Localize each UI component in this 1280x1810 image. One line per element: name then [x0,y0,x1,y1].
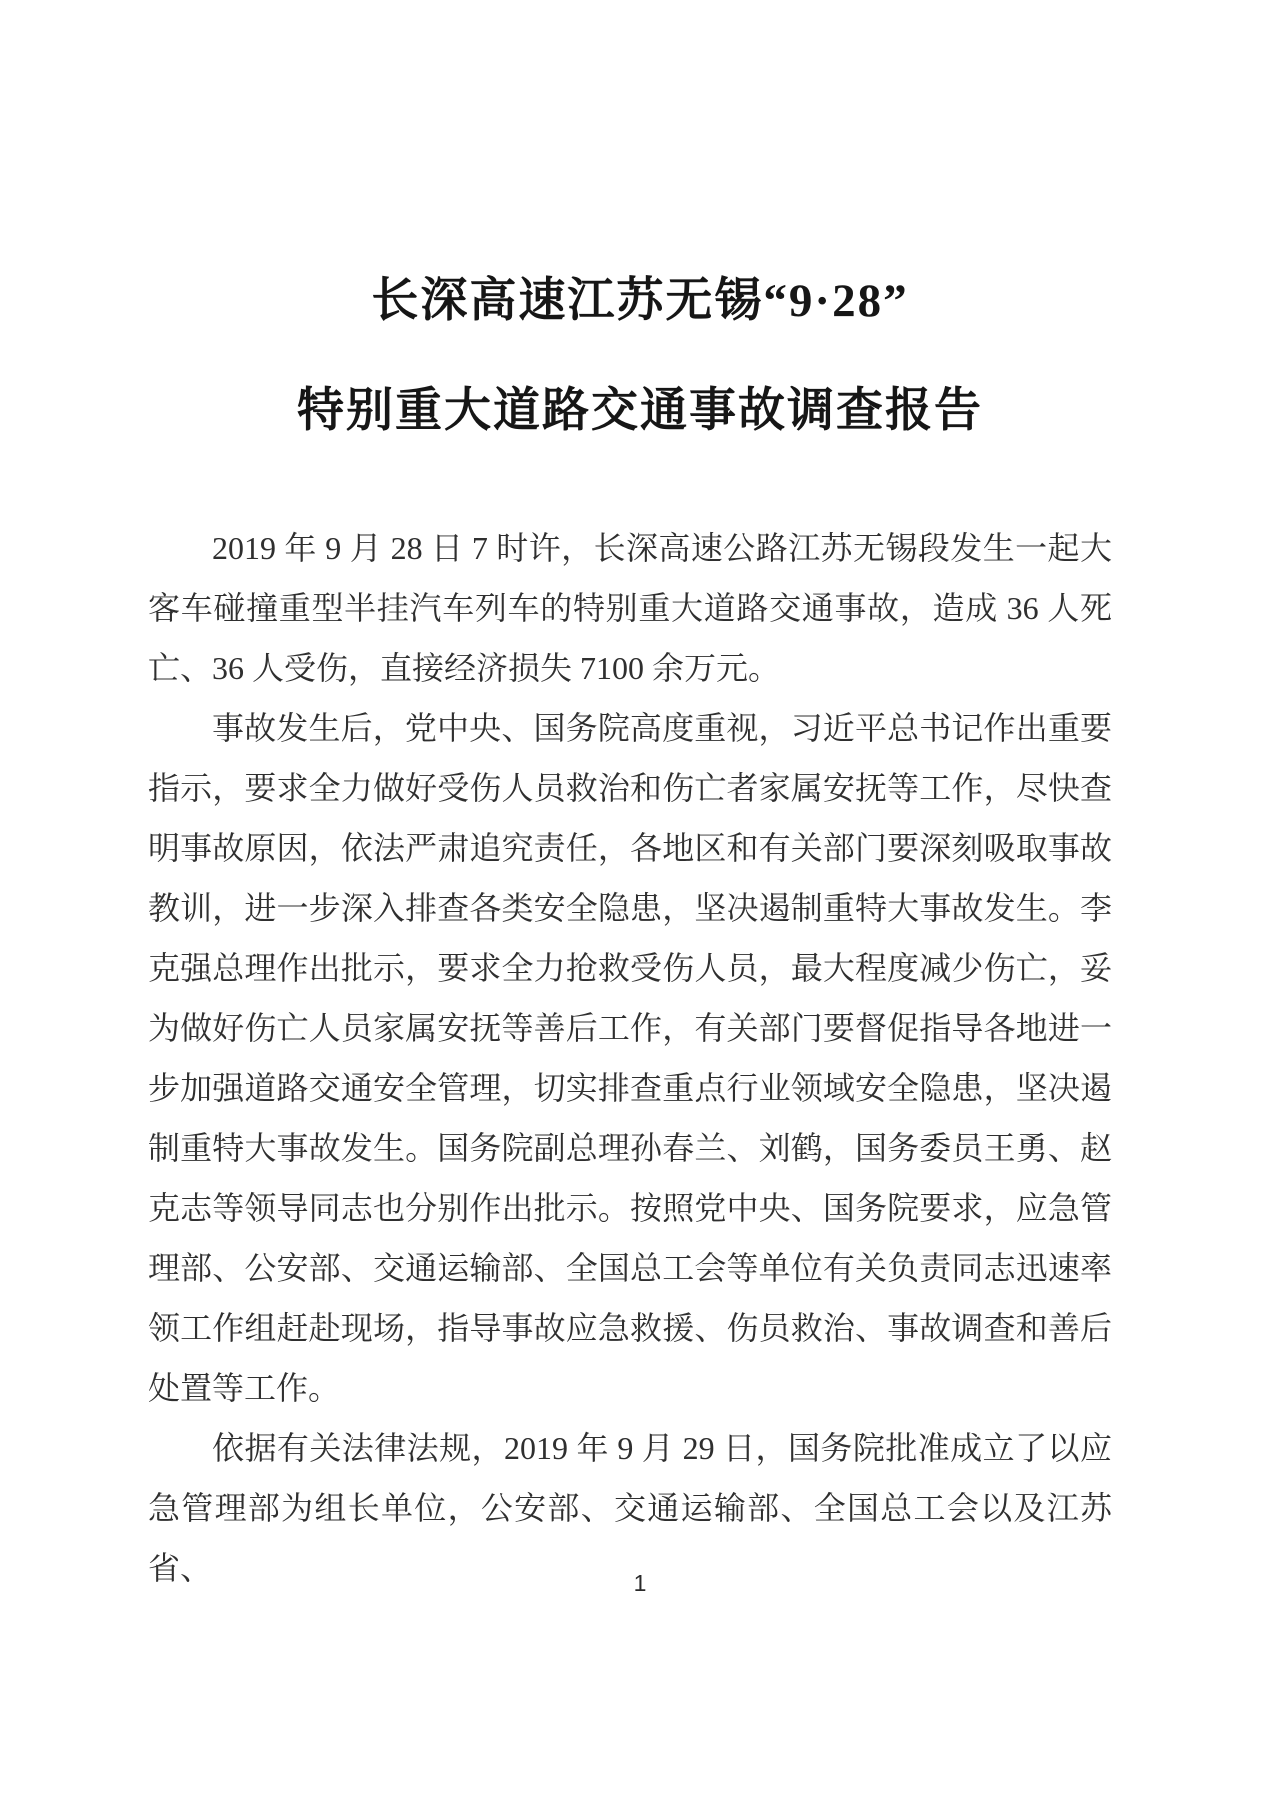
page-number: 1 [633,1570,647,1596]
paragraph-accident-summary: 2019 年 9 月 28 日 7 时许，长深高速公路江苏无锡段发生一起大客车碰撞重型半挂汽车列车的特别重大道路交通事故，造成 36 人死亡、36 人受伤，直接经济损失 7100 余万元。 [148,530,1112,686]
paragraph-leadership-response: 事故发生后，党中央、国务院高度重视，习近平总书记作出重要指示，要求全力做好受伤人员救治和伤亡者家属安抚等工作，尽快查明事故原因，依法严肃追究责任，各地区和有关部门要深刻吸取事故教训，进一步深入排查各类安全隐患，坚决遏制重特大事故发生。李克强总理作出批示，要求全力抢救受伤人员，最大程度减少伤亡，妥为做好伤亡人员家属安抚等善后工作，有关部门要督促指导各地进一步加强道路交通安全管理，切实排查重点行业领域安全隐患，坚决遏制重特大事故发生。国务院副总理孙春兰、刘鹤，国务委员王勇、赵克志等领导同志也分别作出批示。按照党中央、国务院要求，应急管理部、公安部、交通运输部、全国总工会等单位有关负责同志迅速率领工作组赶赴现场，指导事故应急救援、伤员救治、事故调查和善后处置等工作。 [148,710,1112,1406]
report-title-line-1: 长深高速江苏无锡“9·28” [371,275,909,327]
paragraph-investigation-setup: 依据有关法律法规，2019 年 9 月 29 日，国务院批准成立了以应急管理部为组长单位，公安部、交通运输部、全国总工会以及江苏省、 [148,1430,1112,1586]
report-title [0,246,1280,466]
report-title-line-2: 特别重大道路交通事故调查报告 [297,385,983,437]
report-body [148,518,1112,1598]
